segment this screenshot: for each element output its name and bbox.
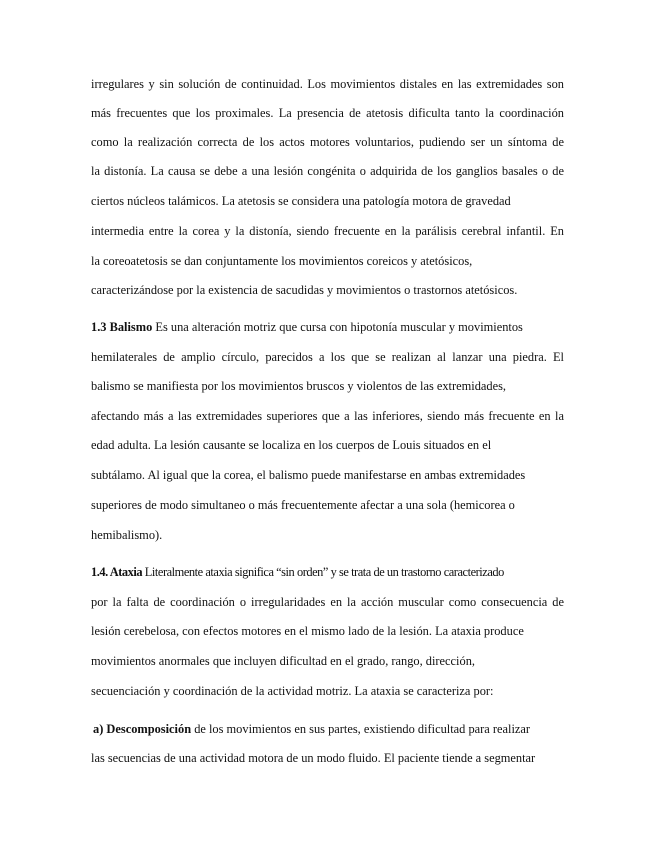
list-item-text: de los movimientos en sus partes, existiendo dificultad para realizar xyxy=(191,722,531,736)
list-item-heading: a) Descomposición xyxy=(93,722,192,736)
paragraph-line: hemibalismo). xyxy=(91,528,163,542)
section-heading-balismo: 1.3 Balismo xyxy=(91,320,153,334)
paragraph-line: irregulares y sin solución de continuidad. Los movimientos distales en las extremidades son xyxy=(91,77,564,91)
paragraph-line: las secuencias de una actividad motora de un modo fluido. El paciente tiende a segmentar xyxy=(91,751,536,765)
section-text: Literalmente ataxia significa “sin orden” y se trata de un trastorno caracterizado xyxy=(142,565,504,579)
paragraph-line: secuenciación y coordinación de la actividad motriz. La ataxia se caracteriza por: xyxy=(91,684,494,698)
paragraph-line: hemilaterales de amplio círculo, parecidos a los que se realizan al lanzar una piedra. El xyxy=(91,350,564,364)
paragraph-line: ciertos núcleos talámicos. La atetosis se considera una patología motora de gravedad xyxy=(91,194,511,208)
paragraph-line: edad adulta. La lesión causante se localiza en los cuerpos de Louis situados en el xyxy=(91,438,492,452)
paragraph-line: la coreoatetosis se dan conjuntamente los movimientos coreicos y atetósicos, xyxy=(91,254,473,268)
section-ataxia-first-line xyxy=(91,565,504,580)
paragraph-line: como la realización correcta de los actos motores voluntarios, pudiendo ser un síntoma de xyxy=(91,135,564,149)
paragraph-line: superiores de modo simultaneo o más frecuentemente afectar a una sola (hemicorea o xyxy=(91,498,515,512)
list-item-descomposicion xyxy=(93,722,530,737)
paragraph-line: la distonía. La causa se debe a una lesión congénita o adquirida de los ganglios basales o de xyxy=(91,164,564,178)
paragraph-line: intermedia entre la corea y la distonía, siendo frecuente en la parálisis cerebral infantil. En xyxy=(91,224,564,238)
paragraph-line: movimientos anormales que incluyen dificultad en el grado, rango, dirección, xyxy=(91,654,475,668)
paragraph-line: más frecuentes que los proximales. La presencia de atetosis dificulta tanto la coordinación xyxy=(91,106,564,120)
paragraph-line: lesión cerebelosa, con efectos motores en el mismo lado de la lesión. La ataxia produce xyxy=(91,624,524,638)
paragraph-line: caracterizándose por la existencia de sacudidas y movimientos o trastornos atetósicos. xyxy=(91,283,518,297)
section-heading-ataxia: 1.4. Ataxia xyxy=(91,565,143,579)
paragraph-line: subtálamo. Al igual que la corea, el balismo puede manifestarse en ambas extremidades xyxy=(91,468,526,482)
paragraph-line: afectando más a las extremidades superiores que a las inferiores, siendo más frecuente en la xyxy=(91,409,564,423)
section-balismo-first-line xyxy=(91,320,523,335)
section-text: Es una alteración motriz que cursa con hipotonía muscular y movimientos xyxy=(152,320,523,334)
paragraph-line: balismo se manifiesta por los movimientos bruscos y violentos de las extremidades, xyxy=(91,379,507,393)
paragraph-line: por la falta de coordinación o irregularidades en la acción muscular como consecuencia de xyxy=(91,595,564,609)
